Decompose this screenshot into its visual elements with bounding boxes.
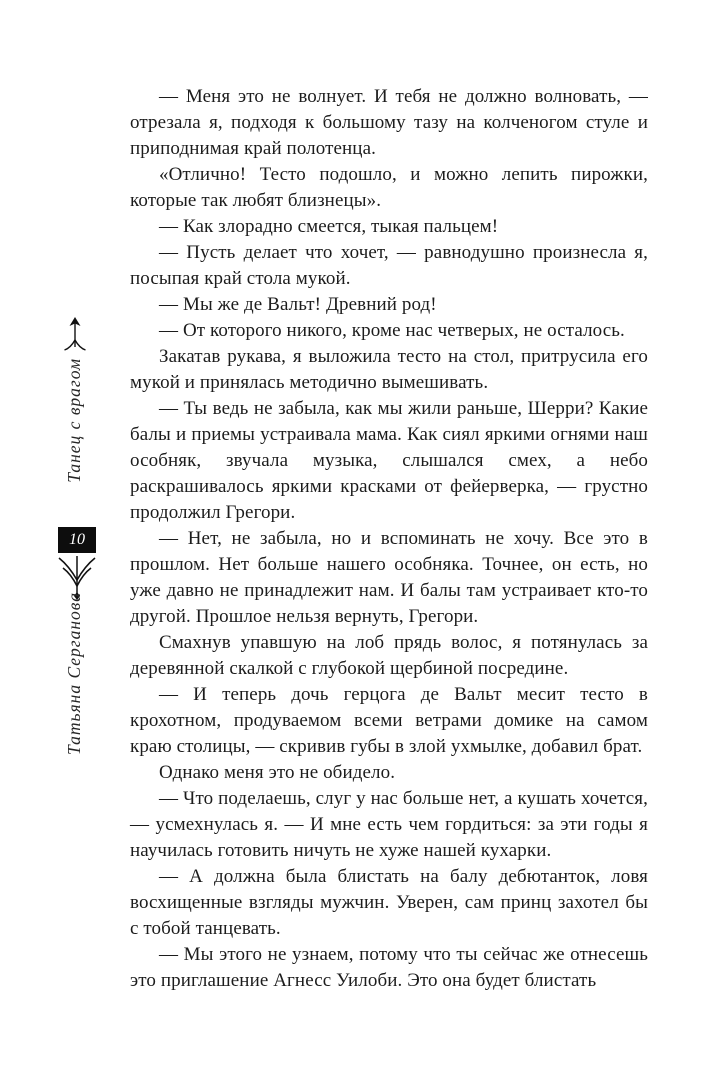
page-number-badge — [58, 527, 96, 553]
paragraph: — От которого никого, кроме нас четверых, не осталось. — [159, 320, 625, 341]
paragraph: Смахнув упавшую на лоб прядь волос, я потянулась за деревянной скалкой с глубокой щербиной посредине. — [130, 632, 648, 679]
page-text — [130, 84, 648, 994]
book-title-vertical: Танец с врагом — [64, 358, 84, 483]
paragraph: — Мы же де Вальт! Древний род! — [159, 294, 437, 315]
paragraph: — Что поделаешь, слуг у нас больше нет, а кушать хочется, — усмехнулась я. — И мне есть чем гордиться: за эти годы я научилась готовить ничуть не хуже нашей кухарки. — [130, 788, 648, 861]
paragraph: — Как злорадно смеется, тыкая пальцем! — [159, 216, 499, 237]
paragraph: Закатав рукава, я выложила тесто на стол, притрусила его мукой и принялась методично вымешивать. — [130, 346, 648, 393]
author-vertical: Татьяна Серганова — [64, 592, 84, 755]
paragraph: — Пусть делает что хочет, — равнодушно произнесла я, посыпая край стола мукой. — [130, 242, 648, 289]
paragraph: — Меня это не волнует. И тебя не должно волновать, — отрезала я, подходя к большому тазу на колченогом стуле и приподнимая край полотенца. — [130, 86, 648, 159]
page-number: 10 — [69, 531, 85, 548]
paragraph: Однако меня это не обидело. — [159, 762, 396, 783]
ornament-dart-icon — [62, 316, 88, 354]
paragraph: — Ты ведь не забыла, как мы жили раньше, Шерри? Какие балы и приемы устраивала мама. Как сиял яркими огнями наш особняк, звучала музыка, слышался смех, а небо раскрашивалось яркими красками от фейерверка, — грустно продолжил Грегори. — [130, 398, 648, 523]
paragraph: — А должна была блистать на балу дебютанток, ловя восхищенные взгляды мужчин. Уверен, сам принц захотел бы с тобой танцевать. — [130, 866, 648, 939]
paragraph: — Нет, не забыла, но и вспоминать не хочу. Все это в прошлом. Нет больше нашего особняка. Точнее, он есть, но уже давно не принадлежит нам. И балы там устраивает кто-то другой. Прошлое нельзя вернуть, Грегори. — [130, 528, 648, 627]
paragraph: — Мы этого не узнаем, потому что ты сейчас же отнесешь это приглашение Агнесс Уилоби. Это она будет блистать — [130, 944, 648, 991]
spine-sidebar — [0, 0, 120, 1080]
paragraph: — И теперь дочь герцога де Вальт месит тесто в крохотном, продуваемом всеми ветрами домике на самом краю столицы, — скривив губы в злой ухмылке, добавил брат. — [130, 684, 648, 757]
paragraph: «Отлично! Тесто подошло, и можно лепить пирожки, которые так любят близнецы». — [130, 164, 648, 211]
